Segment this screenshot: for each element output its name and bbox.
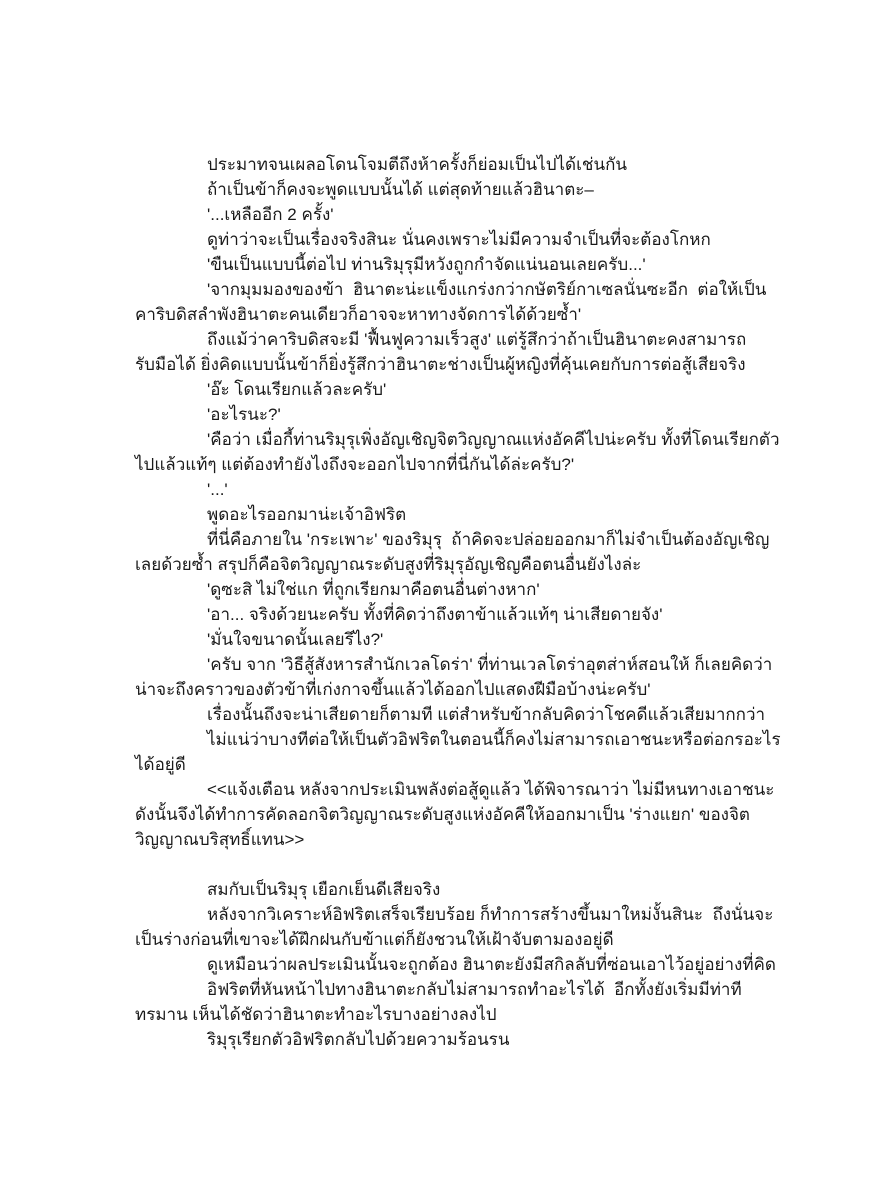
narration-paragraph: เรื่องนั้นถึงจะน่าเสียดายก็ตามที แต่สำหรับข้ากลับคิดว่าโชคดีแล้วเสียมากกว่า	[207, 705, 766, 724]
narration-paragraph: ถ้าเป็นข้าก็คงจะพูดแบบนั้นได้ แต่สุดท้ายแล้วฮินาตะ–	[207, 180, 594, 199]
dialogue-paragraph: 'จากมุมมองของข้า ฮินาตะน่ะแข็งแกร่งกว่ากษัตริย์กาเซลนั่นซะอีก ต่อให้เป็นคาริบดิสลำพังฮินาตะคนเดียวก็อาจจะหาทางจัดการได้ด้วยซ้ำ'	[135, 280, 767, 324]
dialogue-paragraph: 'ดูซะสิ ไม่ใช่แก ที่ถูกเรียกมาคือตนอื่นต่างหาก'	[207, 580, 540, 599]
narration-paragraph: หลังจากวิเคราะห์อิฟริตเสร็จเรียบร้อย ก็ทำการสร้างขึ้นมาใหม่งั้นสินะ ถึงนั่นจะเป็นร่างก่อนที่เขาจะได้ฝึกฝนกับข้าแต่ก็ยังชวนให้เฝ้าจับตามองอยู่ดี	[135, 905, 774, 949]
narration-paragraph: สมกับเป็นริมุรุ เยือกเย็นดีเสียจริง	[207, 880, 441, 899]
narration-paragraph: ดูท่าว่าจะเป็นเรื่องจริงสินะ นั่นคงเพราะไม่มีความจำเป็นที่จะต้องโกหก	[207, 230, 711, 249]
dialogue-paragraph: '...เหลืออีก 2 ครั้ง'	[207, 205, 334, 224]
system-notice-paragraph: <<แจ้งเตือน หลังจากประเมินพลังต่อสู้ดูแล้ว ได้พิจารณาว่า ไม่มีหนทางเอาชนะ ดังนั้นจึงได้ทำการคัดลอกจิตวิญญาณระดับสูงแห่งอัคคีให้ออกมาเป็น 'ร่างแยก' ของจิตวิญญาณบริสุทธิ์แทน>>	[135, 780, 780, 849]
dialogue-paragraph: 'ขืนเป็นแบบนี้ต่อไป ท่านริมุรุมีหวังถูกกำจัดแน่นอนเลยครับ...'	[207, 255, 646, 274]
narration-paragraph: ดูเหมือนว่าผลประเมินนั้นจะถูกต้อง ฮินาตะยังมีสกิลลับที่ซ่อนเอาไว้อยู่อย่างที่คิด	[207, 955, 776, 974]
narration-paragraph: อิฟริตที่หันหน้าไปทางฮินาตะกลับไม่สามารถทำอะไรได้ อีกทั้งยังเริ่มมีท่าทีทรมาน เห็นได้ชัดว่าฮินาตะทำอะไรบางอย่างลงไป	[135, 980, 742, 1024]
dialogue-paragraph: 'คือว่า เมื่อกี้ท่านริมุรุเพิ่งอัญเชิญจิตวิญญาณแห่งอัคคีไปน่ะครับ ทั้งที่โดนเรียกตัวไปแล้วแท้ๆ แต่ต้องทำยังไงถึงจะออกไปจากที่นี่กันได้ล่ะครับ?'	[135, 430, 780, 474]
dialogue-paragraph: 'อะไรนะ?'	[207, 405, 281, 424]
narration-paragraph: ถึงแม้ว่าคาริบดิสจะมี 'ฟื้นฟูความเร็วสูง' แต่รู้สึกว่าถ้าเป็นฮินาตะคงสามารถรับมือได้ ยิ่งคิดแบบนั้นข้าก็ยิ่งรู้สึกว่าฮินาตะช่างเป็นผู้หญิงที่คุ้นเคยกับการต่อสู้เสียจริง	[135, 330, 747, 374]
dialogue-paragraph: 'อ๊ะ โดนเรียกแล้วละครับ'	[207, 380, 387, 399]
dialogue-paragraph: 'อา... จริงด้วยนะครับ ทั้งที่คิดว่าถึงตาข้าแล้วแท้ๆ น่าเสียดายจัง'	[207, 605, 663, 624]
dialogue-paragraph: 'ครับ จาก 'วิธีสู้สังหารสำนักเวลโดร่า' ที่ท่านเวลโดร่าอุตส่าห์สอนให้ ก็เลยคิดว่าน่าจะถึงคราวของตัวข้าที่เก่งกาจขึ้นแล้วได้ออกไปแสดงฝีมือบ้างน่ะครับ'	[135, 655, 773, 699]
narration-paragraph: พูดอะไรออกมาน่ะเจ้าอิฟริต	[207, 505, 407, 524]
narration-paragraph: ประมาทจนเผลอโดนโจมตีถึงห้าครั้งก็ย่อมเป็นไปได้เช่นกัน	[207, 155, 627, 174]
narration-paragraph: ไม่แน่ว่าบางทีต่อให้เป็นตัวอิฟริตในตอนนี้ก็คงไม่สามารถเอาชนะหรือต่อกรอะไรได้อยู่ดี	[135, 730, 781, 774]
dialogue-paragraph: 'มั่นใจขนาดนั้นเลยรึไง?'	[207, 630, 384, 649]
narration-paragraph: ที่นี่คือภายใน 'กระเพาะ' ของริมุรุ ถ้าคิดจะปล่อยออกมาก็ไม่จำเป็นต้องอัญเชิญเลยด้วยซ้ำ สรุปก็คือจิตวิญญาณระดับสูงที่ริมุรุอัญเชิญคือตนอื่นยังไงล่ะ	[135, 530, 770, 574]
text-block	[135, 152, 783, 1052]
narration-paragraph: ริมุรุเรียกตัวอิฟริตกลับไปด้วยความร้อนรน	[207, 1030, 510, 1049]
dialogue-paragraph: '...'	[207, 480, 228, 499]
